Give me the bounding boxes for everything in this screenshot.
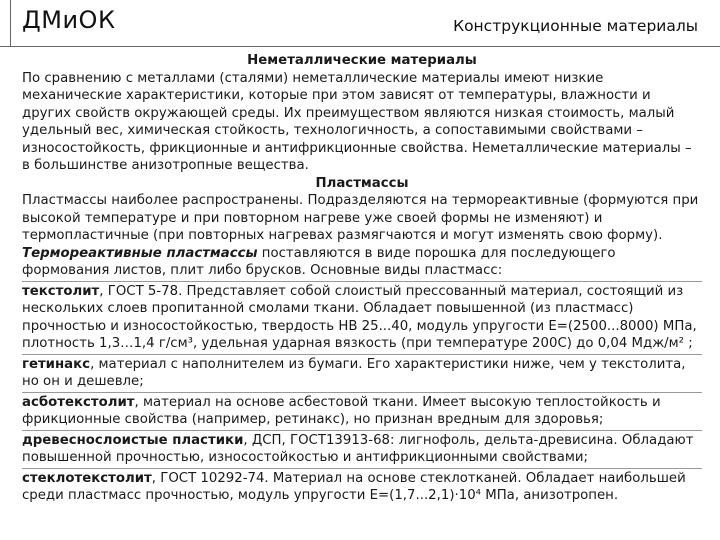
material-term: стеклотекстолит — [22, 470, 152, 486]
header-vertical-rule — [10, 0, 11, 46]
material-item-getinax — [22, 356, 702, 391]
paragraph-plastics: Пластмассы наиболее распространены. Подразделяются на термореактивные (формуются при высокой температуре и при повторном нагреве уже своей формы не изменяют) и термопластичные (при повторных нагревах размягчаются и могут изменять свою форму). — [22, 193, 699, 243]
row-divider — [22, 354, 702, 355]
slide-header — [0, 0, 720, 46]
row-divider — [22, 468, 702, 469]
brand-label: ДМиОК — [22, 6, 116, 34]
material-text: , материал на основе асбестовой ткани. Имеет высокую теплостойкость и фрикционные свойства (например, ретинакс), но признан вредным для здоровья; — [22, 394, 661, 427]
section-heading-nonmetallic: Неметаллические материалы — [247, 53, 477, 68]
paragraph-nonmetallic: По сравнению с металлами (сталями) неметаллические материалы имеют низкие механические характеристики, которые при этом зависят от температуры, влажности и других свойств окружающей среды. Их преимуществом являются низкая стоимость, малый удельный вес, химическая стойкость, технологичность, а сопоставимыми свойствами – износостойкость, фрикционные и антифрикционные свойства. Неметаллические материалы – в большинстве анизотропные вещества. — [22, 70, 692, 173]
row-divider — [22, 281, 702, 282]
paragraph-thermoset — [22, 245, 702, 280]
material-item-textolite — [22, 283, 702, 353]
row-divider — [22, 392, 702, 393]
material-item-asbotextolite — [22, 394, 702, 429]
header-horizontal-rule — [0, 46, 720, 47]
slide-content — [22, 52, 702, 505]
material-text: , ГОСТ 5-78. Представляет собой слоистый прессованный материал, состоящий из нескольких слоев пропитанной смолами ткани. Обладает повышенной (из пластмасс) прочностью и износостойкостью, твердость НВ 25...40, модуль упругости Е=(2500...8000) МПа, плотность 1,3…1,4 г/см³, удельная ударная вязкость (при температуре 200С) до 0,04 Мдж/м² ; — [22, 283, 697, 351]
material-item-glass-textolite — [22, 470, 702, 505]
slide-title: Конструкционные материалы — [453, 17, 698, 35]
material-term: гетинакс — [22, 356, 91, 372]
material-term: древеснослоистые пластики — [22, 432, 244, 448]
material-text: , ГОСТ 10292-74. Материал на основе стеклотканей. Обладает наибольшей среди пластмасс прочностью, модуль упругости Е=(1,7...2,1)·10⁴ МПа, анизотропен. — [22, 470, 686, 503]
material-term: асботекстолит — [22, 394, 135, 410]
material-text: , материал с наполнителем из бумаги. Его характеристики ниже, чем у текстолита, но он и дешевле; — [22, 356, 686, 389]
thermoset-text: поставляются в виде порошка для последующего формования листов, плит либо брусков. Основные виды пластмасс: — [22, 245, 616, 278]
row-divider — [22, 430, 702, 431]
thermoset-term: Термореактивные пластмассы — [22, 245, 258, 261]
material-term: текстолит — [22, 283, 100, 299]
section-heading-plastics: Пластмассы — [315, 175, 409, 191]
material-item-wood-plastics — [22, 432, 702, 467]
material-text: , ДСП, ГОСТ13913-68: лигнофоль, дельта-древисина. Обладают повышенной прочностью, износостойкостью и антифрикционными свойствами; — [22, 432, 694, 465]
